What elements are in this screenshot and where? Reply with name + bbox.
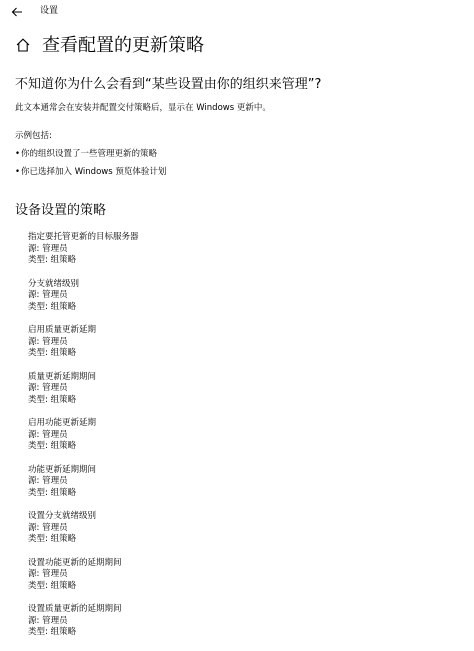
policy-source: 源: 管理员 [28,615,68,626]
policy-item [28,325,458,372]
example-item: • 你的组织设置了一些管理更新的策略 [15,148,166,160]
policy-type: 类型: 组策略 [28,487,77,498]
back-arrow-icon [11,7,23,17]
policy-item [28,279,458,326]
back-button[interactable] [8,3,26,21]
policy-name: 设置分支就绪级别 [28,511,97,521]
policy-type: 类型: 组策略 [28,441,77,451]
policy-item [28,372,458,419]
policy-name: 功能更新延期期间 [28,464,97,475]
policy-source: 源: 管理员 [28,290,68,300]
policy-source: 源: 管理员 [28,476,68,486]
policy-list [28,232,458,651]
policy-item [28,418,458,465]
description-text: 此文本通常会在安装并配置交付策略后，显示在 Windows 更新中。 [15,103,271,113]
policy-source: 源: 管理员 [28,336,68,347]
policy-item [28,232,458,279]
policy-source: 源: 管理员 [28,429,68,440]
policy-name: 启用质量更新延期 [28,325,97,335]
page-title: 查看配置的更新策略 [42,35,204,56]
examples-label: 示例包括: [15,131,52,141]
policy-item [28,465,458,512]
policy-type: 类型: 组策略 [28,394,77,405]
policy-type: 类型: 组策略 [28,301,77,312]
policy-type: 类型: 组策略 [28,255,77,265]
section-heading: 设备设置的策略 [15,203,107,218]
policy-name: 设置质量更新的延期期间 [28,604,122,614]
title-bar [0,0,474,24]
policy-type: 类型: 组策略 [28,534,77,544]
policy-name: 质量更新延期期间 [28,371,97,382]
policy-name: 分支就绪级别 [28,278,80,289]
policy-type: 类型: 组策略 [28,627,77,637]
examples-list [15,148,166,184]
question-heading: 不知道你为什么会看到“某些设置由你的组织来管理”? [15,77,322,92]
example-item: • 你已选择加入 Windows 预览体验计划 [15,166,166,178]
policy-name: 设置功能更新的延期期间 [28,557,122,568]
policy-name: 启用功能更新延期 [28,418,97,428]
policy-source: 源: 管理员 [28,522,68,533]
policy-item [28,604,458,651]
policy-source: 源: 管理员 [28,383,68,393]
policy-item [28,558,458,605]
policy-type: 类型: 组策略 [28,348,77,358]
policy-name: 指定要托管更新的目标服务器 [28,232,139,242]
policy-source: 源: 管理员 [28,243,68,254]
window-title: 设置 [40,6,59,16]
policy-item [28,511,458,558]
policy-source: 源: 管理员 [28,569,68,579]
home-icon[interactable] [15,37,31,53]
policy-type: 类型: 组策略 [28,580,77,591]
